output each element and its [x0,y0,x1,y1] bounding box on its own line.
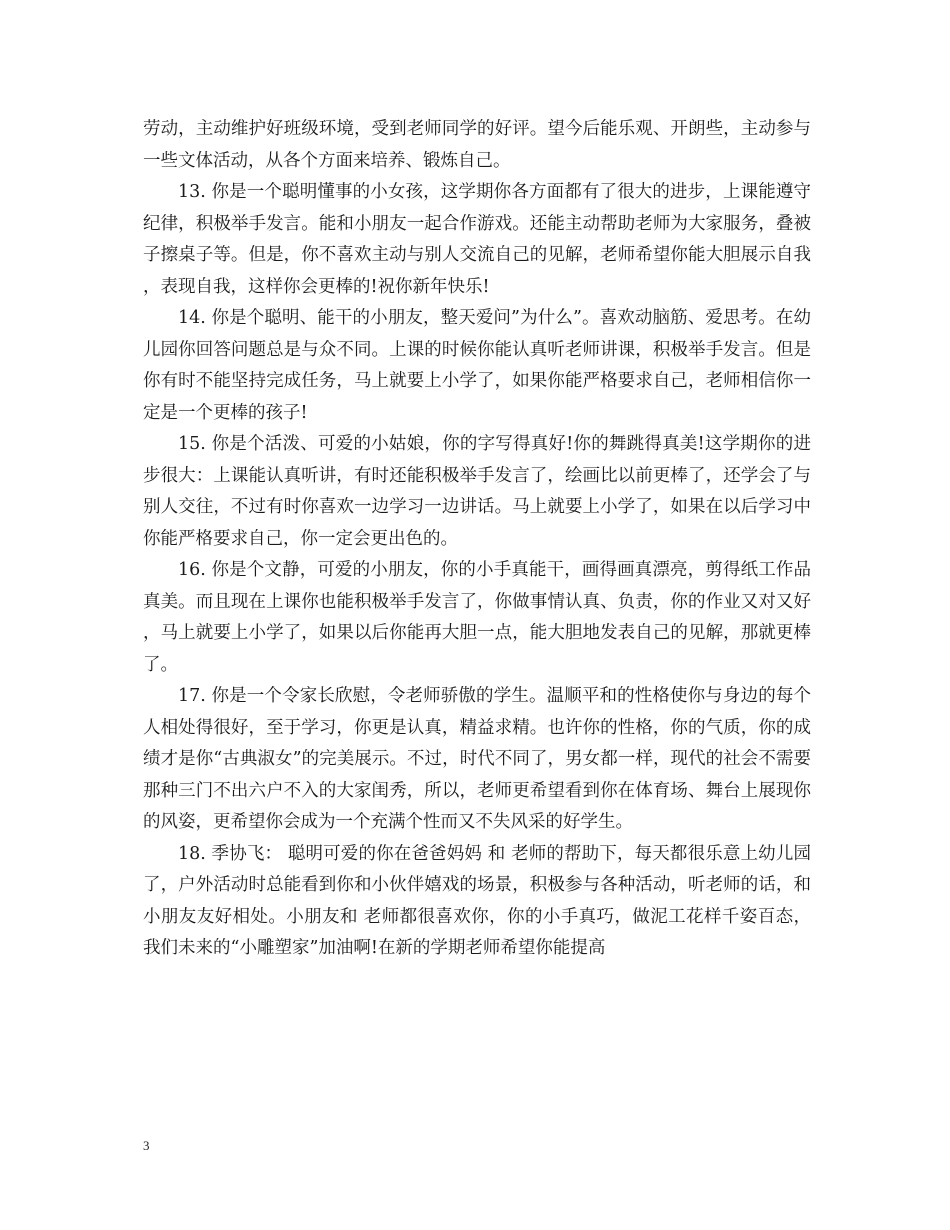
paragraph-continuation: 劳动，主动维护好班级环境，受到老师同学的好评。望今后能乐观、开朗些，主动参与一些文体活动，从各个方面来培养、锻炼自己。 [143,119,811,171]
document-body [143,114,811,965]
paragraph-item-16: 16. 你是个文静，可爱的小朋友，你的小手真能干，画得画真漂亮，剪得纸工作品真美。而且现在上课你也能积极举手发言了，你做事情认真、负责，你的作业又对又好，马上就要上小学了，如果以后你能再大胆一点，能大胆地发表自己的见解，那就更棒了。 [143,560,811,675]
paragraph-item-18: 18. 季协飞： 聪明可爱的你在爸爸妈妈 和 老师的帮助下，每天都很乐意上幼儿园了，户外活动时总能看到你和小伙伴嬉戏的场景，积极参与各种活动，听老师的话，和小朋友友好相处。小朋友和 老师都很喜欢你，你的小手真巧，做泥工花样千姿百态，我们未来的“小雕塑家”加油啊!在新的学期老师希望你能提高 [143,843,811,958]
page-number: 3 [143,1138,150,1153]
paragraph-item-15: 15. 你是个活泼、可爱的小姑娘，你的字写得真好!你的舞跳得真美!这学期你的进步很大：上课能认真听讲，有时还能积极举手发言了，绘画比以前更棒了，还学会了与别人交往，不过有时你喜欢一边学习一边讲话。马上就要上小学了，如果在以后学习中你能严格要求自己，你一定会更出色的。 [143,434,811,549]
paragraph-item-14: 14. 你是个聪明、能干的小朋友，整天爱问”为什么”。喜欢动脑筋、爱思考。在幼儿园你回答问题总是与众不同。上课的时候你能认真听老师讲课，积极举手发言。但是你有时不能坚持完成任务，马上就要上小学了，如果你能严格要求自己，老师相信你一定是一个更棒的孩子! [143,308,811,423]
paragraph-item-17: 17. 你是一个令家长欣慰，令老师骄傲的学生。温顺平和的性格使你与身边的每个人相处得很好，至于学习，你更是认真，精益求精。也许你的性格，你的气质，你的成绩才是你“古典淑女”的完美展示。不过，时代不同了，男女都一样，现代的社会不需要那种三门不出六户不入的大家闺秀，所以，老师更希望看到你在体育场、舞台上展现你的风姿，更希望你会成为一个充满个性而又不失风采的好学生。 [143,686,811,832]
paragraph-item-13: 13. 你是一个聪明懂事的小女孩，这学期你各方面都有了很大的进步，上课能遵守纪律，积极举手发言。能和小朋友一起合作游戏。还能主动帮助老师为大家服务，叠被子擦桌子等。但是，你不喜欢主动与别人交流自己的见解，老师希望你能大胆展示自我，表现自我，这样你会更棒的!祝你新年快乐! [143,182,811,297]
